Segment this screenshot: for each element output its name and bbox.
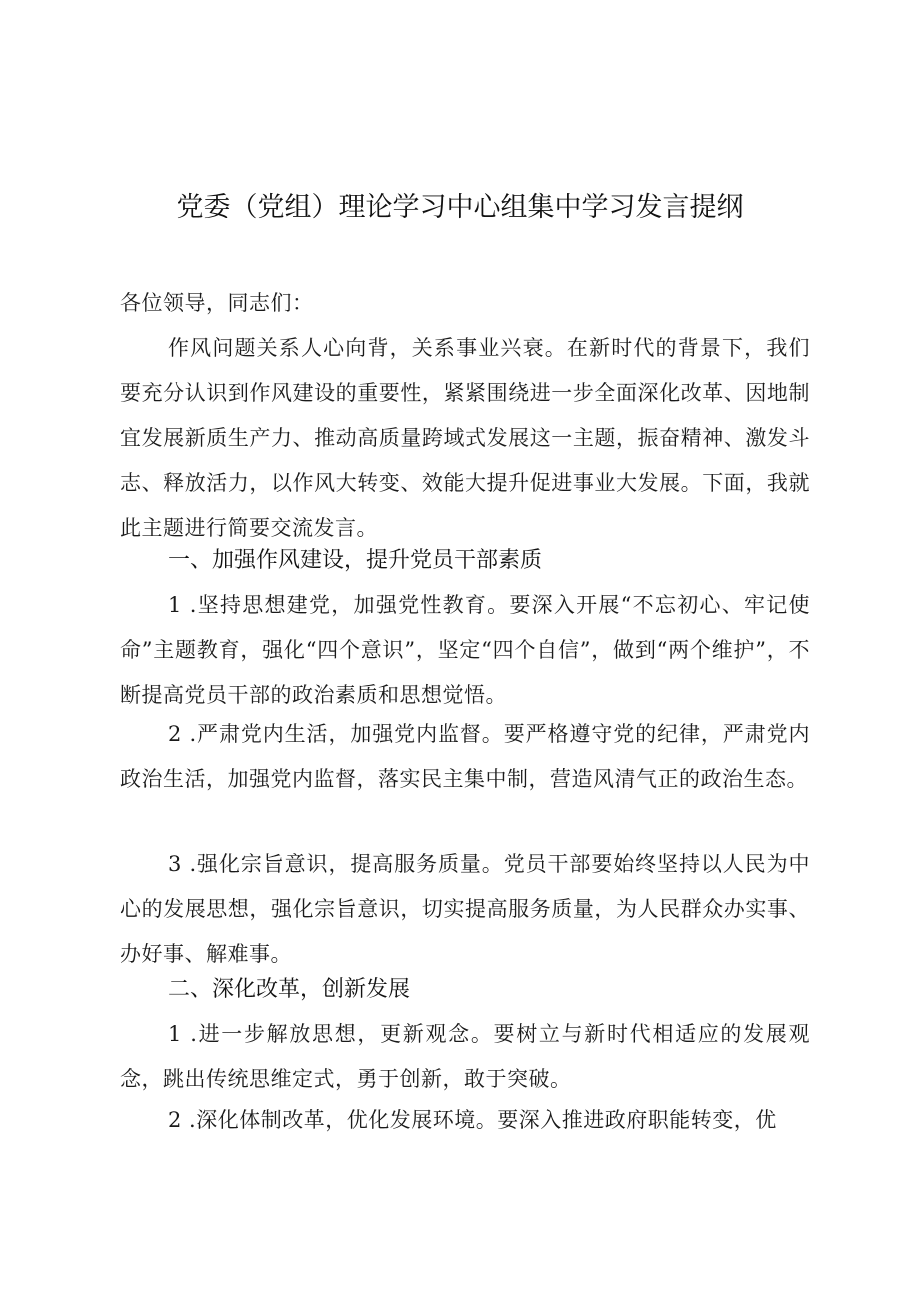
section-2-item-2: 2 .深化体制改革，优化发展环境。要深入推进政府职能转变，优 xyxy=(168,1108,777,1132)
section-1-item-2: 2 .严肃党内生活，加强党内监督。要严格遵守党的纪律，严肃党内政治生活，加强党内监督，落实民主集中制，营造风清气正的政治生态。 xyxy=(120,722,810,791)
document-title: 党委（党组）理论学习中心组集中学习发言提纲 xyxy=(176,192,744,223)
section-heading-2: 二、深化改革，创新发展 xyxy=(168,977,411,1002)
section-2-item-1: 1 .进一步解放思想，更新观念。要树立与新时代相适应的发展观念，跳出传统思维定式，勇于创新，敢于突破。 xyxy=(120,1022,810,1091)
section-1-item-1: 1 .坚持思想建党，加强党性教育。要深入开展“不忘初心、牢记使命”主题教育，强化“四个意识”，坚定“四个自信”，做到“两个维护”，不断提高党员干部的政治素质和思想觉悟。 xyxy=(120,593,810,707)
salutation: 各位领导，同志们： xyxy=(120,291,314,315)
section-1-item-3: 3 .强化宗旨意识，提高服务质量。党员干部要始终坚持以人民为中心的发展思想，强化宗旨意识，切实提高服务质量，为人民群众办实事、办好事、解难事。 xyxy=(120,852,810,966)
section-heading-1: 一、加强作风建设，提升党员干部素质 xyxy=(168,548,543,573)
intro-paragraph: 作风问题关系人心向背，关系事业兴衰。在新时代的背景下，我们要充分认识到作风建设的重要性，紧紧围绕进一步全面深化改革、因地制宜发展新质生产力、推动高质量跨域式发展这一主题，振奋精神、激发斗志、释放活力，以作风大转变、效能大提升促进事业大发展。下面，我就此主题进行简要交流发言。 xyxy=(120,336,810,540)
